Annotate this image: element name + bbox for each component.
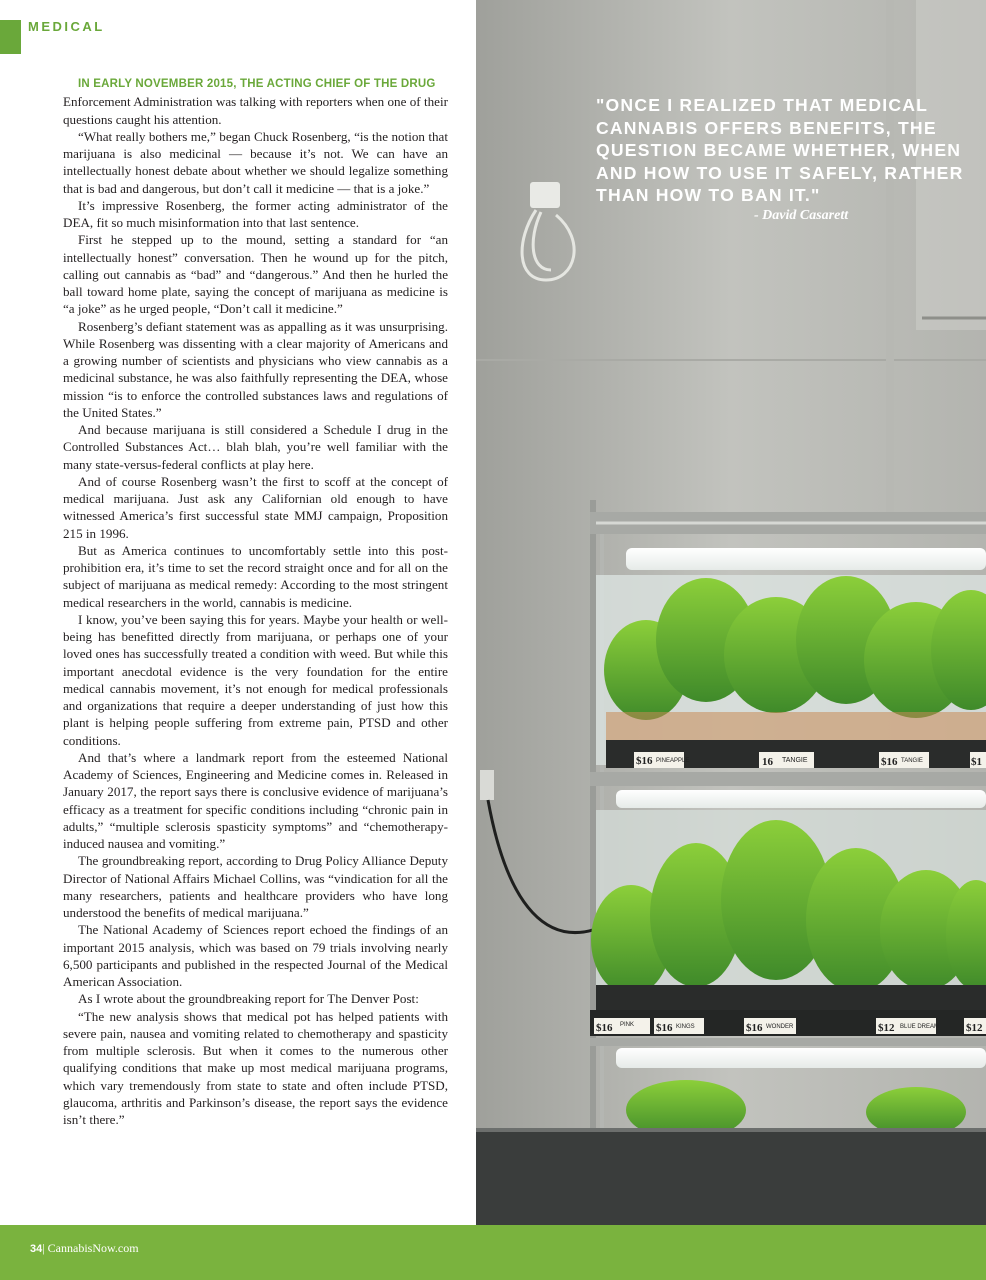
svg-text:TANGIE: TANGIE	[782, 757, 808, 764]
svg-text:KINGS: KINGS	[676, 1024, 695, 1030]
svg-text:$16: $16	[881, 756, 898, 768]
page-number: 34	[30, 1243, 43, 1255]
article-paragraph: First he stepped up to the mound, setting a standard for “an intellectually honest” conversation. Then he wound up for the pitch, calling out cannabis as “bad” and “dangerous.” And then he hurled the ball toward home plate, saying the concept of marijuana as medicine is “a joke” as he urged people, “Don’t call it medicine.”	[63, 232, 448, 317]
svg-text:PINK: PINK	[620, 1022, 635, 1028]
camera-icon	[530, 182, 560, 208]
article-paragraph: As I wrote about the groundbreaking report for The Denver Post:	[78, 991, 419, 1007]
svg-text:$16: $16	[746, 1022, 763, 1034]
article-body	[63, 74, 448, 1128]
footer-folio	[30, 1241, 139, 1256]
pull-quote-attribution: - David Casarett	[754, 208, 849, 223]
svg-text:$16: $16	[636, 755, 653, 767]
svg-text:WONDER: WONDER	[766, 1024, 794, 1030]
section-label: MEDICAL	[28, 19, 105, 34]
article-paragraph: It’s impressive Rosenberg, the former acting administrator of the DEA, fit so much misinformation into that last sentence.	[63, 197, 448, 230]
svg-text:$1: $1	[971, 756, 982, 768]
svg-text:$16: $16	[596, 1022, 613, 1034]
article-paragraph: The groundbreaking report, according to Drug Policy Alliance Deputy Director of National Affairs Michael Collins, was “vindication for all the many researchers, patients and healthcare providers who have long understood the benefits of medical marijuana.”	[63, 853, 448, 920]
svg-text:16: 16	[762, 756, 773, 768]
article-paragraph-lead	[63, 74, 448, 128]
article-paragraph: And that’s where a landmark report from the esteemed National Academy of Sciences, Engineering and Medicine comes in. Released in January 2017, the report says there is conclusive evidence of marijuana’s efficacy as a treatment for specific conditions including “chronic pain in adults,” “multiple sclerosis spasticity symptoms” and “chemotherapy-induced nausea and vomiting.”	[63, 749, 448, 851]
pull-quote: "ONCE I REALIZED THAT MEDICAL CANNABIS OFFERS BENEFITS, THE QUESTION BECAME WHETHER, WHEN AND HOW TO USE IT SAFELY, RATHER THAN HOW TO BAN IT."	[596, 95, 964, 205]
article-paragraph: And of course Rosenberg wasn’t the first to scoff at the concept of medical marijuana. Just ask any Californian old enough to have witnessed America’s first successful state MMJ campaign, Proposition 215 in 1996.	[63, 473, 448, 541]
svg-text:$12: $12	[966, 1022, 983, 1034]
article-paragraph: But as America continues to uncomfortably settle into this post-prohibition era, it’s time to set the record straight once and for all on the subject of marijuana as medical remedy: According to the most stringent medical researchers in the world, cannabis is medicine.	[63, 542, 448, 610]
svg-text:PINEAPPLE: PINEAPPLE	[656, 758, 690, 764]
folio-separator: |	[42, 1241, 45, 1255]
svg-text:TANGIE: TANGIE	[901, 758, 923, 764]
svg-text:$16: $16	[656, 1022, 673, 1034]
footer-bar	[0, 1225, 986, 1280]
site-link[interactable]: CannabisNow.com	[47, 1241, 139, 1255]
article-paragraph: The National Academy of Sciences report echoed the findings of an important 2015 analysis, which was based on 79 trials involving nearly 6,500 participants and published in the respected Journal of the Medical American Association.	[63, 922, 448, 989]
lead-in: IN EARLY NOVEMBER 2015, THE ACTING CHIEF OF THE DRUG	[78, 78, 436, 90]
article-paragraph: I know, you’ve been saying this for years. Maybe your health or well-being has benefitted directly from marijuana, or perhaps one of your loved ones has successfully treated a condition with weed. But while this important anecdotal evidence is the very foundation for the entire medical cannabis movement, it’s not enough for medical professionals and organizations that require a deeper understanding of just how this plant is helping people suffering from extreme pain, PTSD and other conditions.	[63, 611, 448, 748]
section-tab-marker	[0, 20, 21, 54]
article-paragraph: And because marijuana is still considered a Schedule I drug in the Controlled Substances Act… blah blah, you’re well familiar with the many state-versus-federal conflicts at play here.	[63, 422, 448, 472]
article-paragraph: “The new analysis shows that medical pot has helped patients with severe pain, nausea and vomiting related to chemotherapy and spasticity from multiple sclerosis. But when it comes to the numerous other qualifying conditions that make up most medical marijuana programs, which vary tremendously from state to state and often include PTSD, glaucoma, arthritis and Parkinson’s disease, the report says the evidence isn’t there.”	[63, 1008, 448, 1127]
svg-text:BLUE DREAM: BLUE DREAM	[900, 1024, 940, 1030]
lead-paragraph-text: Enforcement Administration was talking with reporters when one of their questions caught his attention.	[63, 94, 448, 127]
article-paragraph: Rosenberg’s defiant statement was as appalling as it was unsurprising. While Rosenberg was dissenting with a clear majority of Americans and a growing number of scientists and physicians who view cannabis as a medicinal substance, he was also faithfully representing the DEA, whose mission “is to enforce the controlled substances laws and regulations of the United States.”	[63, 318, 448, 420]
article-paragraph: “What really bothers me,” began Chuck Rosenberg, “is the notion that marijuana is also medicinal — because it’s not. We can have an intellectually honest debate about whether we should legalize something that is bad and dangerous, but don’t call it medicine — that is a joke.”	[63, 128, 448, 196]
svg-text:$12: $12	[878, 1022, 895, 1034]
